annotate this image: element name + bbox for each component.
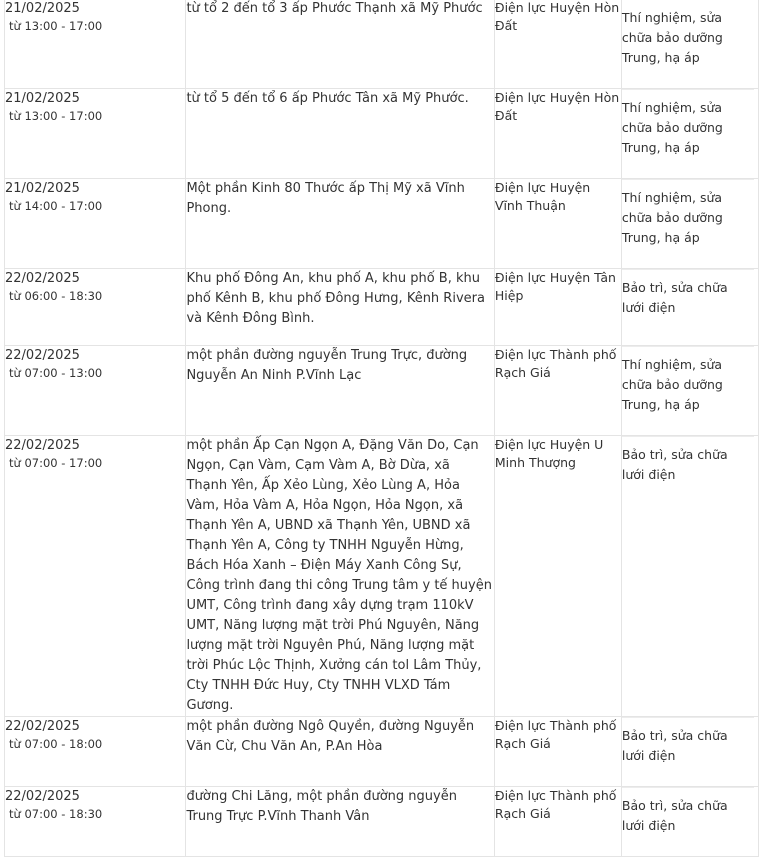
reason-cell [621, 717, 758, 787]
unit-cell: Điện lực Huyện Hòn Đất [494, 0, 621, 89]
reason-text: Thí nghiệm, sửa chữa bảo dưỡng Trung, hạ áp [622, 179, 754, 248]
unit-cell: Điện lực Huyện Tân Hiệp [494, 269, 621, 346]
unit-cell: Điện lực Huyện Vĩnh Thuận [494, 179, 621, 269]
reason-cell [621, 436, 758, 717]
table-row [5, 436, 759, 717]
outage-schedule-table [4, 0, 759, 857]
reason-cell [621, 179, 758, 269]
unit-cell: Điện lực Huyện U Minh Thượng [494, 436, 621, 717]
outage-date: 21/02/2025 [5, 1, 80, 16]
outage-time: từ 06:00 - 18:30 [9, 289, 103, 303]
reason-text: Bảo trì, sửa chữa lưới điện [622, 436, 754, 485]
table-row [5, 269, 759, 346]
outage-time: từ 14:00 - 17:00 [9, 199, 103, 213]
date-cell [5, 346, 186, 436]
reason-cell [621, 0, 758, 89]
outage-time: từ 07:00 - 17:00 [9, 456, 103, 470]
area-cell: Khu phố Đông An, khu phố A, khu phố B, khu phố Kênh B, khu phố Đông Hưng, Kênh Rivera và Kênh Đông Bình. [186, 269, 494, 346]
reason-text: Thí nghiệm, sửa chữa bảo dưỡng Trung, hạ áp [622, 89, 754, 158]
outage-date: 21/02/2025 [5, 181, 80, 196]
unit-cell: Điện lực Thành phố Rạch Giá [494, 346, 621, 436]
outage-time: từ 07:00 - 18:30 [9, 807, 103, 821]
date-cell [5, 269, 186, 346]
reason-text: Bảo trì, sửa chữa lưới điện [622, 269, 754, 318]
date-cell [5, 0, 186, 89]
outage-date: 22/02/2025 [5, 789, 80, 804]
reason-cell [621, 269, 758, 346]
date-cell [5, 717, 186, 787]
reason-cell [621, 89, 758, 179]
unit-cell: Điện lực Thành phố Rạch Giá [494, 717, 621, 787]
area-cell: từ tổ 2 đến tổ 3 ấp Phước Thạnh xã Mỹ Phước [186, 0, 494, 89]
date-cell [5, 436, 186, 717]
date-cell [5, 179, 186, 269]
reason-text: Thí nghiệm, sửa chữa bảo dưỡng Trung, hạ áp [622, 346, 754, 415]
table-row [5, 89, 759, 179]
area-cell: đường Chi Lăng, một phần đường nguyễn Trung Trực P.Vĩnh Thanh Vân [186, 787, 494, 857]
reason-text: Bảo trì, sửa chữa lưới điện [622, 787, 754, 836]
area-cell: một phần đường nguyễn Trung Trực, đường Nguyễn An Ninh P.Vĩnh Lạc [186, 346, 494, 436]
table-row [5, 787, 759, 857]
outage-time: từ 07:00 - 18:00 [9, 737, 103, 751]
area-cell: một phần đường Ngô Quyền, đường Nguyễn Văn Cừ, Chu Văn An, P.An Hòa [186, 717, 494, 787]
outage-date: 22/02/2025 [5, 438, 80, 453]
unit-cell: Điện lực Thành phố Rạch Giá [494, 787, 621, 857]
reason-text: Bảo trì, sửa chữa lưới điện [622, 717, 754, 766]
date-cell [5, 787, 186, 857]
table-row [5, 179, 759, 269]
reason-cell [621, 346, 758, 436]
area-cell: một phần Ấp Cạn Ngọn A, Đặng Văn Do, Cạn Ngọn, Cạn Vàm, Cạm Vàm A, Bờ Dừa, xã Thạnh Yên, Ấp Xẻo Lùng, Xẻo Lùng A, Hỏa Vàm, Hỏa Vàm A, Hỏa Ngọn, Hỏa Ngọn, xã Thạnh Yên A, UBND xã Thạnh Yên, UBND xã Thạnh Yên A, Công ty TNHH Nguyễn Hừng, Bách Hóa Xanh – Điện Máy Xanh Công Sự, Công trình đang thi công Trung tâm y tế huyện UMT, Công trình đang xây dựng trạm 110kV UMT, Năng lượng mặt trời Phú Nguyên, Năng lượng mặt trời Nguyên Phú, Năng lượng mặt trời Phúc Lộc Thịnh, Xưởng cán tol Lâm Thủy, Cty TNHH Đức Huy, Cty TNHH VLXD Tám Gương. [186, 436, 494, 717]
reason-text: Thí nghiệm, sửa chữa bảo dưỡng Trung, hạ áp [622, 0, 754, 68]
area-cell: từ tổ 5 đến tổ 6 ấp Phước Tân xã Mỹ Phước. [186, 89, 494, 179]
outage-date: 22/02/2025 [5, 719, 80, 734]
unit-cell: Điện lực Huyện Hòn Đất [494, 89, 621, 179]
outage-date: 21/02/2025 [5, 91, 80, 106]
outage-date: 22/02/2025 [5, 271, 80, 286]
outage-time: từ 07:00 - 13:00 [9, 366, 103, 380]
outage-time: từ 13:00 - 17:00 [9, 109, 103, 123]
table-row [5, 0, 759, 89]
date-cell [5, 89, 186, 179]
table-row [5, 717, 759, 787]
outage-date: 22/02/2025 [5, 348, 80, 363]
reason-cell [621, 787, 758, 857]
table-row [5, 346, 759, 436]
outage-time: từ 13:00 - 17:00 [9, 19, 103, 33]
area-cell: Một phần Kinh 80 Thước ấp Thị Mỹ xã Vĩnh Phong. [186, 179, 494, 269]
